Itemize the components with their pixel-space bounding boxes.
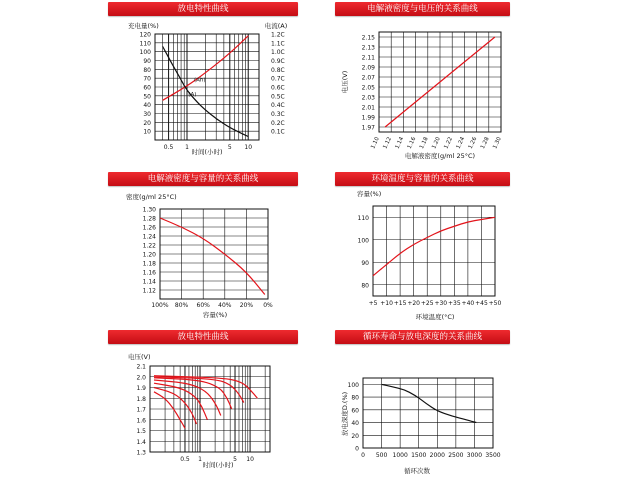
y-tick-label: 100 (347, 381, 359, 389)
x-tick-label: 80% (174, 302, 189, 309)
x-tick-label: +30 (434, 300, 448, 307)
y-tick-label: 2.0 (136, 374, 146, 382)
y-axis-label: 充电量(%) (128, 22, 159, 30)
x-tick-label: 1.26 (467, 136, 479, 150)
series-line-4 (154, 378, 232, 409)
chart-panel-discharge-voltage (108, 330, 298, 480)
y-tick-label: 2.05 (361, 84, 375, 92)
chart-title: 电解液密度与电压的关系曲线 (335, 2, 510, 16)
y2-tick-label: 0.9C (271, 58, 285, 65)
x-tick-label: 500 (375, 452, 388, 459)
y-tick-label: 1.24 (142, 233, 156, 241)
y-tick-label: 20 (351, 432, 359, 440)
y-tick-label: 1.6 (136, 417, 146, 425)
x-tick-label: +20 (407, 300, 421, 307)
y-tick-label: 20 (143, 119, 151, 127)
x-tick-label: 1.22 (443, 136, 455, 150)
y-tick-label: 1.22 (142, 242, 156, 250)
chart-panel-density-capacity (108, 172, 298, 322)
x-axis-label: 时间(小时) (202, 461, 234, 469)
plot-frame (363, 378, 493, 448)
y2-tick-label: 0.6C (271, 84, 285, 92)
y-tick-label: 90 (361, 259, 369, 267)
x-tick-label: 10 (246, 456, 254, 463)
y-tick-label: 40 (143, 102, 151, 110)
x-tick-label: 100% (151, 302, 169, 309)
y-tick-label: 80 (361, 282, 369, 290)
x-tick-label: 2000 (429, 452, 445, 459)
y-tick-label: 50 (143, 93, 151, 101)
y-tick-label: 1.28 (142, 215, 156, 223)
x-axis-label: 电解液密度(g/ml 25°C) (404, 152, 476, 160)
y-tick-label: 2.1 (136, 363, 146, 371)
y2-tick-label: 0.3C (271, 111, 285, 118)
x-tick-label: 1.10 (370, 136, 381, 150)
chart-svg (335, 2, 510, 162)
chart-svg (108, 172, 298, 322)
x-tick-label: 1.18 (418, 136, 430, 150)
y-tick-label: 90 (143, 58, 151, 65)
y-tick-label: 1.4 (136, 438, 146, 446)
x-tick-label: 0.5 (180, 456, 190, 463)
y2-axis-label: 电流(A) (264, 22, 288, 30)
x-tick-label: 1.12 (382, 136, 394, 150)
y-tick-label: 2.09 (361, 64, 375, 72)
y2-tick-label: 0.8C (271, 66, 285, 74)
y-tick-label: 1.20 (142, 251, 156, 259)
y2-tick-label: 0.1C (271, 128, 285, 136)
x-tick-label: 1.30 (492, 136, 503, 150)
y-tick-label: 1.99 (361, 114, 375, 122)
chart-panel-temperature-capacity (335, 172, 510, 322)
y-tick-label: 2.01 (361, 104, 375, 112)
chart-title: 循环寿命与放电深度的关系曲线 (335, 330, 510, 344)
x-tick-label: 1 (185, 144, 189, 151)
x-tick-label: 1.24 (455, 136, 467, 150)
x-tick-label: 1.16 (406, 136, 418, 150)
y-axis-label: 密度(g/ml 25°C) (126, 193, 177, 201)
x-tick-label: 0 (361, 452, 365, 459)
y-tick-label: 1.97 (361, 124, 375, 132)
chart-title: 放电特性曲线 (108, 2, 298, 16)
y-tick-label: 100 (139, 49, 151, 57)
x-tick-label: +25 (420, 300, 434, 307)
series-line-0 (373, 217, 495, 275)
y-tick-label: 1.16 (142, 269, 156, 277)
x-tick-label: 1.28 (479, 136, 491, 150)
y-tick-label: 2.07 (361, 74, 375, 82)
x-tick-label: 0.5 (163, 144, 174, 151)
y-tick-label: 2.11 (361, 54, 375, 62)
x-tick-label: +50 (488, 300, 502, 307)
x-tick-label: 1500 (411, 452, 427, 459)
chart-svg (108, 330, 298, 480)
x-tick-label: 1 (198, 456, 202, 463)
chart-svg (108, 2, 308, 162)
y2-tick-label: 0.4C (271, 102, 285, 110)
chart-title: 环境温度与容量的关系曲线 (335, 172, 510, 186)
x-tick-label: +45 (475, 300, 488, 307)
y-tick-label: 30 (143, 111, 151, 118)
chart-panel-discharge-capacity (108, 2, 298, 162)
x-tick-label: 1.20 (431, 136, 442, 150)
y2-tick-label: 0.7C (271, 75, 285, 83)
x-tick-label: 3000 (466, 452, 483, 459)
y-tick-label: 80 (143, 66, 151, 74)
y2-tick-label: 0.2C (271, 119, 285, 127)
series-label-Ah: (Ah) (193, 77, 206, 84)
y-tick-label: 1.7 (136, 406, 146, 414)
y-tick-label: 1.26 (142, 224, 156, 232)
y-tick-label: 1.9 (136, 385, 146, 392)
y-tick-label: 80 (351, 394, 359, 402)
chart-panel-cycle-life (335, 330, 510, 480)
y-axis-label: 电压(V) (128, 353, 151, 361)
x-axis-label: 容量(%) (202, 311, 228, 319)
y2-tick-label: 1.1C (271, 40, 285, 48)
plot-frame (373, 206, 495, 296)
chart-title: 电解液密度与容量的关系曲线 (108, 172, 298, 186)
y-tick-label: 1.30 (142, 206, 156, 214)
x-tick-label: 5 (227, 144, 232, 151)
x-tick-label: 1000 (392, 452, 408, 459)
y-tick-label: 2.13 (361, 44, 375, 52)
y-tick-label: 1.12 (142, 287, 156, 295)
y-tick-label: 60 (351, 407, 359, 415)
y-tick-label: 1.14 (142, 278, 156, 286)
x-tick-label: 3500 (485, 452, 501, 459)
x-tick-label: 0% (263, 302, 273, 309)
y-axis-label: 容量(%) (357, 190, 382, 198)
y2-tick-label: 1.0C (271, 49, 285, 57)
x-tick-label: 20% (239, 302, 254, 309)
x-axis-label: 环境温度(°C) (415, 313, 455, 321)
y2-tick-label: 0.5C (271, 93, 285, 101)
y-tick-label: 1.5 (136, 428, 146, 435)
y-tick-label: 110 (139, 40, 151, 48)
chart-svg (335, 172, 510, 322)
chart-svg (335, 330, 510, 480)
y-tick-label: 1.8 (136, 395, 146, 403)
x-tick-label: 2500 (448, 452, 464, 459)
y-axis-label: 电压(V) (341, 70, 349, 94)
y-axis-label: 放电深度D.(%) (341, 391, 349, 437)
y-tick-label: 1.3 (136, 449, 146, 457)
y-tick-label: 100 (357, 237, 369, 245)
series-label-A: (A) (188, 91, 197, 98)
x-tick-label: 40% (218, 302, 232, 309)
chart-panel-density-voltage (335, 2, 510, 162)
series-line-2 (154, 383, 207, 420)
x-axis-label: 时间(小时) (191, 148, 223, 156)
x-tick-label: +15 (393, 300, 407, 307)
x-tick-label: +10 (380, 300, 393, 307)
y-tick-label: 10 (143, 128, 151, 136)
y-tick-label: 40 (351, 420, 359, 428)
x-tick-label: 60% (196, 302, 210, 309)
y-tick-label: 1.18 (142, 260, 156, 268)
x-tick-label: 10 (244, 144, 253, 151)
x-tick-label: +5 (368, 300, 378, 307)
x-tick-label: +40 (461, 300, 475, 307)
series-line-0 (382, 384, 477, 422)
y-tick-label: 2.03 (361, 94, 375, 102)
chart-title: 放电特性曲线 (108, 330, 298, 344)
y2-tick-label: 1.2C (271, 31, 285, 39)
x-tick-label: +35 (447, 300, 461, 307)
y-tick-label: 0 (355, 445, 359, 453)
y-tick-label: 2.15 (361, 34, 375, 42)
x-tick-label: 5 (233, 456, 237, 463)
y-tick-label: 110 (357, 214, 369, 222)
y-tick-label: 120 (139, 31, 151, 39)
y-tick-label: 70 (143, 75, 151, 83)
x-tick-label: 1.14 (394, 136, 406, 150)
y-tick-label: 60 (143, 84, 151, 92)
series-line-0 (160, 218, 265, 295)
x-axis-label: 循环次数 (404, 467, 430, 475)
